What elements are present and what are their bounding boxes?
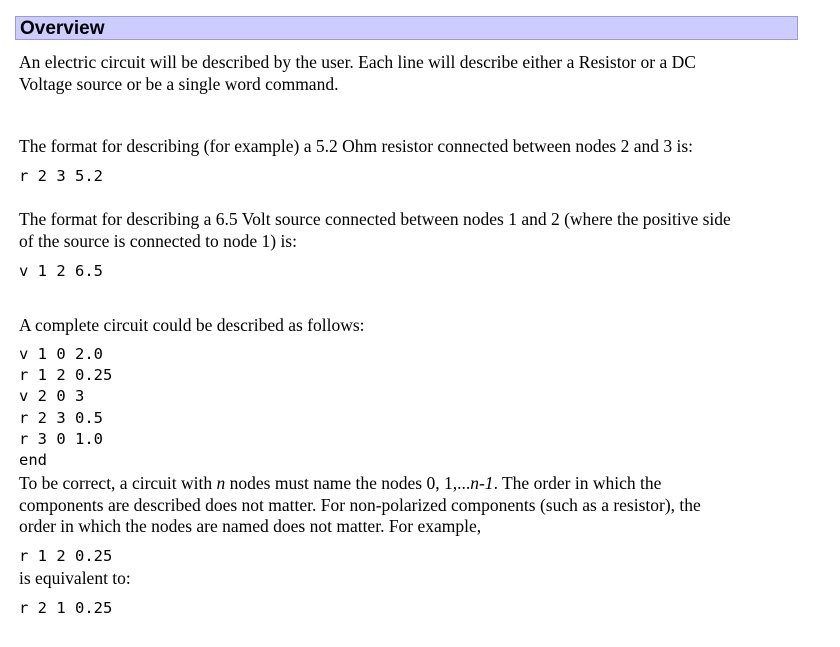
circuit-line-end: end [19,451,47,469]
correctness-line-3: order in which the nodes are named does not matter. For example, [19,516,482,536]
circuit-line-5: r 3 0 1.0 [19,430,103,448]
correctness-line-1 [19,472,661,494]
correctness-n: n [216,473,226,493]
correctness-text-b: nodes must name the nodes 0, 1,... [225,473,471,493]
equivalence-example-1: r 1 2 0.25 [19,547,113,565]
circuit-line-1: v 1 0 2.0 [19,345,103,363]
intro-line-2: Voltage source or be a single word command. [19,74,339,94]
correctness-n-minus-1: n-1 [470,473,494,493]
voltage-format-line-1: The format for describing a 6.5 Volt source connected between nodes 1 and 2 (where the positive side [19,209,731,229]
equivalence-example-2: r 2 1 0.25 [19,599,113,617]
voltage-format-line-2: of the source is connected to node 1) is: [19,231,297,251]
circuit-line-3: v 2 0 3 [19,387,85,405]
intro-line-1: An electric circuit will be described by the user. Each line will describe either a Resistor or a DC [19,52,696,72]
correctness-text-a: To be correct, a circuit with [19,473,217,493]
correctness-line-2: components are described does not matter. For non-polarized components (such as a resistor), the [19,495,701,515]
complete-circuit-intro: A complete circuit could be described as follows: [19,315,365,335]
correctness-text-c: . The order in which the [493,473,662,493]
circuit-line-2: r 1 2 0.25 [19,366,113,384]
section-title: Overview [20,18,105,39]
resistor-format-example: r 2 3 5.2 [19,167,103,185]
section-header [15,16,798,40]
circuit-line-4: r 2 3 0.5 [19,409,103,427]
equivalence-text: is equivalent to: [19,568,131,588]
voltage-format-example: v 1 2 6.5 [19,262,103,280]
resistor-format-text: The format for describing (for example) a 5.2 Ohm resistor connected between nodes 2 and 3 is: [19,136,694,156]
